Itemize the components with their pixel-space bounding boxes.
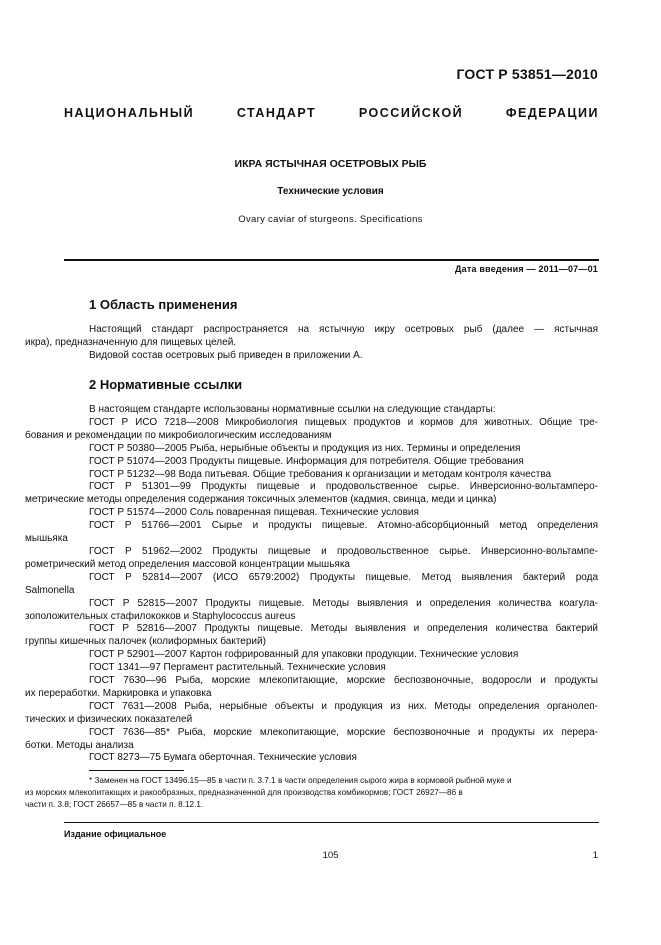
section-1-line: икра), предназначенную для пищевых целей. [25,336,237,348]
document-title: ИКРА ЯСТЫЧНАЯ ОСЕТРОВЫХ РЫБ [234,158,427,170]
reference-line: ГОСТ Р ИСО 7218—2008 Микробиология пищевых продуктов и кормов для животных. Общие тре- [89,416,598,428]
footnote-line: части п. 3.8; ГОСТ 26657—85 в части п. 8.12.1. [25,800,204,810]
document-subtitle: Технические условия [277,186,384,197]
reference-line: ГОСТ Р 51766—2001 Сырье и продукты пищевые. Атомно-абсорбционный метод определения [89,520,598,532]
reference-line: ГОСТ Р 51232—98 Вода питьевая. Общие требования к организации и методам контроля качества [89,468,552,480]
footer-divider [64,822,599,823]
reference-line: ГОСТ Р 52815—2007 Продукты пищевые. Методы выявления и определения количества коагула- [89,597,598,609]
footnote-line: * Заменен на ГОСТ 13496.15—85 в части п. 3.7.1 в части определения сырого жира в кормовой рыбной муке и [89,776,512,785]
edition-label: Издание официальное [64,829,167,839]
reference-line: ГОСТ Р 52814—2007 (ИСО 6579:2002) Продукты пищевые. Метод выявления бактерий рода [89,571,598,583]
section-1-line: Настоящий стандарт распространяется на ястычную икру осетровых рыб (далее — ястычная [89,324,598,335]
section-1-body [25,324,598,363]
reference-line: ГОСТ 7636—85* Рыба, морские млекопитающие, морские беспозвоночные и продукты их перера- [89,726,598,738]
header-divider [64,259,599,261]
normative-references-list [25,404,598,765]
footnote [25,775,598,812]
reference-line: ГОСТ 7631—2008 Рыба, нерыбные объекты и продукция из них. Методы определения органолеп- [89,700,598,712]
footnote-separator [89,770,184,771]
reference-line: ГОСТ Р 52901—2007 Картон гофрированный для упаковки продукции. Технические условия [89,649,519,661]
reference-line: зоположительных стафилококков и Staphylococcus aureus [25,610,296,622]
reference-line: ГОСТ 1341—97 Пергамент растительный. Технические условия [89,662,386,674]
reference-line: ботки. Методы анализа [25,739,134,751]
page-number-right: 1 [592,850,598,861]
footnote-line: из морских млекопитающих и ракообразных, предназначенной для производства комбикормов; ГОСТ 26927—86 в [25,788,463,798]
reference-line: ГОСТ 8273—75 Бумага оберточная. Технические условия [89,752,357,764]
references-intro: В настоящем стандарте использованы нормативные ссылки на следующие стандарты: [89,404,496,415]
reference-line: ГОСТ Р 51074—2003 Продукты пищевые. Информация для потребителя. Общие требования [89,455,524,467]
reference-line: ГОСТ Р 51574—2000 Соль поваренная пищевая. Технические условия [89,507,419,519]
section-1-heading: 1 Область применения [89,297,238,312]
reference-line: ГОСТ Р 50380—2005 Рыба, нерыбные объекты и продукция из них. Термины и определения [89,442,521,454]
reference-line: группы кишечных палочек (колиформных бактерий) [25,636,266,648]
standard-number: ГОСТ Р 53851—2010 [456,66,598,82]
national-standard-banner: НАЦИОНАЛЬНЫЙ СТАНДАРТ РОССИЙСКОЙ ФЕДЕРАЦИИ [64,106,599,120]
reference-line: ГОСТ Р 52816—2007 Продукты пищевые. Методы выявления и определения количества бактерий [89,623,598,635]
reference-line: их переработки. Маркировка и упаковка [25,687,212,699]
reference-line: бования и рекомендации по микробиологическим исследованиям [25,429,332,441]
reference-line: рометрический метод определения массовой концентрации мышьяка [25,558,350,570]
english-title: Ovary caviar of sturgeons. Specifications [238,214,423,225]
reference-line: метрические методы определения содержания токсичных элементов (кадмия, свинца, меди и цинка) [25,494,497,506]
page-number-center: 105 [322,850,339,861]
section-1-line: Видовой состав осетровых рыб приведен в приложении А. [89,349,363,361]
reference-line: Salmonella [25,584,75,596]
reference-line: ГОСТ 7630—96 Рыба, морские млекопитающие, морские беспозвоночные, водоросли и продукты [89,675,598,687]
reference-line: мышьяка [25,533,68,545]
reference-line: тических и физических показателей [25,713,193,725]
introduction-date: Дата введения — 2011—07—01 [455,264,598,274]
reference-line: ГОСТ Р 51962—2002 Продукты пищевые и продовольственное сырье. Инверсионно-вольтампе- [89,545,598,557]
section-2-heading: 2 Нормативные ссылки [89,377,243,392]
reference-line: ГОСТ Р 51301—99 Продукты пищевые и продовольственное сырье. Инверсионно-вольтамперо- [89,481,598,493]
